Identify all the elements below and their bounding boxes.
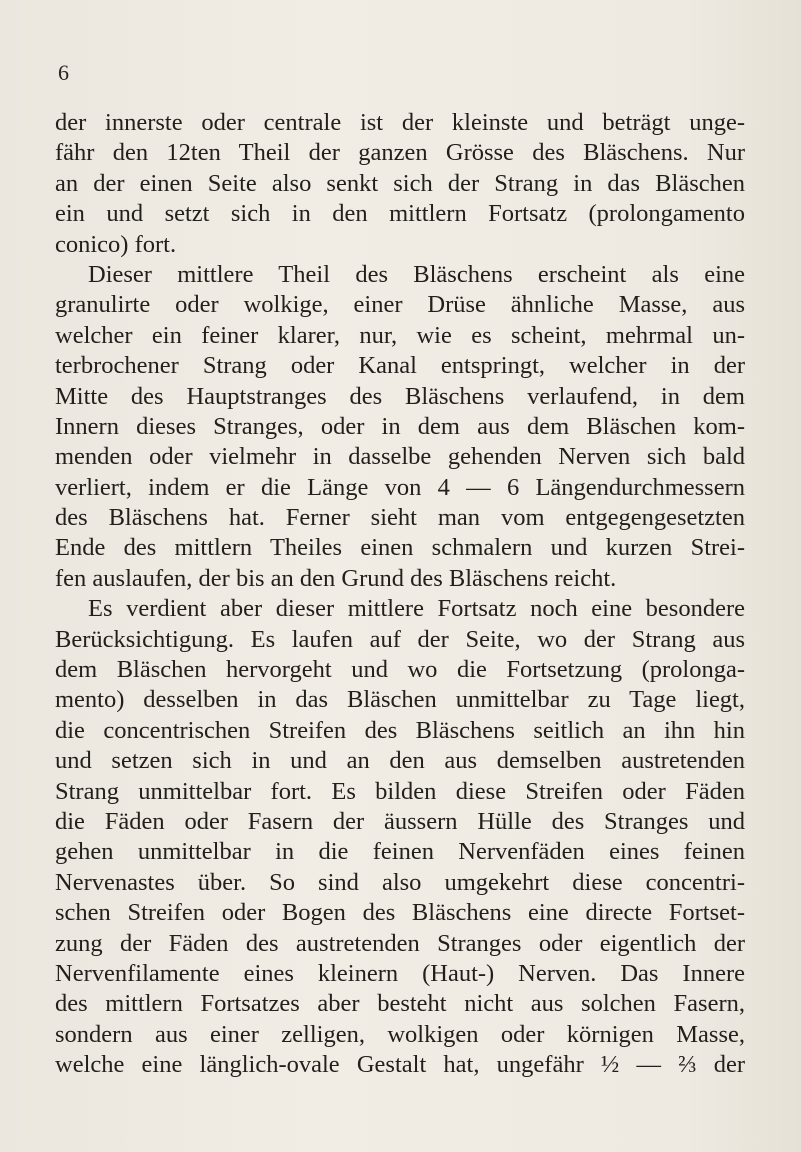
- text-line: conico) fort.: [55, 230, 177, 258]
- text-line: die Fäden oder Fasern der äussern Hülle des Stranges und: [55, 807, 745, 835]
- text-line: fähr den 12ten Theil der ganzen Grösse des Bläschens. Nur: [55, 139, 745, 167]
- page-number: 6: [58, 60, 69, 85]
- text-line: Dieser mittlere Theil des Bläschens erscheint als eine: [88, 260, 745, 288]
- text-line: fen auslaufen, der bis an den Grund des Bläschens reicht.: [55, 564, 617, 592]
- text-line: sondern aus einer zelligen, wolkigen oder körnigen Masse,: [55, 1020, 745, 1048]
- text-line: granulirte oder wolkige, einer Drüse ähnliche Masse, aus: [55, 291, 745, 319]
- text-line: Strang unmittelbar fort. Es bilden diese Streifen oder Fäden: [55, 777, 745, 805]
- text-line: Nervenastes über. So sind also umgekehrt diese concentri-: [55, 868, 745, 896]
- text-line: welche eine länglich-ovale Gestalt hat, ungefähr ½ — ⅔ der: [55, 1051, 745, 1079]
- text-line: der innerste oder centrale ist der kleinste und beträgt unge-: [55, 109, 745, 136]
- text-line: menden oder vielmehr in dasselbe gehenden Nerven sich bald: [55, 443, 745, 471]
- text-line: schen Streifen oder Bogen des Bläschens eine directe Fortset-: [55, 899, 745, 927]
- text-line: gehen unmittelbar in die feinen Nervenfäden eines feinen: [55, 838, 745, 866]
- text-line: verliert, indem er die Länge von 4 — 6 Längendurchmessern: [55, 473, 745, 501]
- text-line: des mittlern Fortsatzes aber besteht nicht aus solchen Fasern,: [55, 990, 745, 1018]
- text-line: terbrochener Strang oder Kanal entspringt, welcher in der: [55, 352, 745, 380]
- text-line: Es verdient aber dieser mittlere Fortsatz noch eine besondere: [88, 595, 745, 623]
- text-line: die concentrischen Streifen des Bläschens seitlich an ihn hin: [55, 716, 745, 744]
- text-line: Nervenfilamente eines kleinern (Haut-) Nerven. Das Innere: [55, 959, 745, 987]
- text-line: und setzen sich in und an den aus demselben austretenden: [55, 747, 745, 775]
- text-line: Innern dieses Stranges, oder in dem aus dem Bläschen kom-: [55, 412, 745, 440]
- text-line: dem Bläschen hervorgeht und wo die Fortsetzung (prolonga-: [55, 656, 745, 684]
- text-line: des Bläschens hat. Ferner sieht man vom entgegengesetzten: [55, 504, 745, 532]
- text-line: Mitte des Hauptstranges des Bläschens verlaufend, in dem: [55, 382, 745, 410]
- body-text: [55, 108, 745, 1081]
- text-line: mento) desselben in das Bläschen unmittelbar zu Tage liegt,: [55, 686, 745, 714]
- text-line: welcher ein feiner klarer, nur, wie es scheint, mehrmal un-: [55, 321, 745, 349]
- text-line: ein und setzt sich in den mittlern Fortsatz (prolongamento: [55, 200, 745, 228]
- text-line: an der einen Seite also senkt sich der Strang in das Bläschen: [55, 169, 745, 197]
- text-line: Berücksichtigung. Es laufen auf der Seite, wo der Strang aus: [55, 625, 745, 653]
- text-line: Ende des mittlern Theiles einen schmalern und kurzen Strei-: [55, 534, 745, 562]
- text-line: zung der Fäden des austretenden Stranges oder eigentlich der: [55, 929, 745, 957]
